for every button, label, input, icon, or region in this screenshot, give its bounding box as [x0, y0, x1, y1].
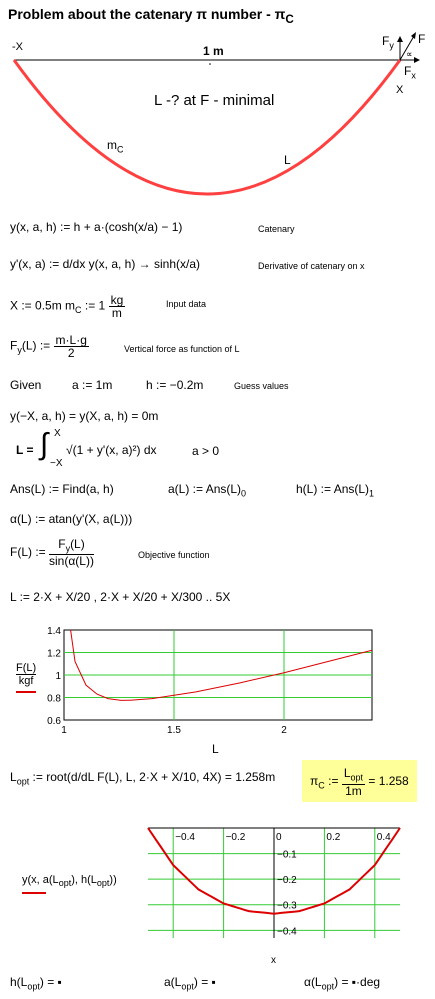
plot2-ylabel-mid: ), h(L: [71, 874, 97, 886]
eq-constraint: y(−X, a, h) = y(X, a, h) = 0m: [10, 409, 159, 423]
plot1-ylabel-underline: [16, 691, 36, 693]
plot2-ytick: −0.3: [277, 900, 297, 912]
f-num-arg: (L): [70, 537, 85, 551]
eq-alpha: α(L) := atan(y'(X, a(L))): [10, 512, 133, 526]
eq-h-of-L: [296, 482, 374, 498]
eq-a-guess: a := 1m: [72, 378, 113, 392]
pic-sub: C: [318, 780, 325, 791]
f-lhs: F(L) :=: [10, 544, 46, 559]
plot2-ylabel: [22, 874, 117, 888]
pic-value: = 1.258: [368, 774, 409, 788]
plot1-ytick: 1.4: [47, 626, 61, 637]
plot1-xtick: 1: [61, 725, 67, 736]
mc-sub: C: [117, 144, 124, 155]
a-of-L-text: a(L) := Ans(L): [168, 482, 242, 496]
plot2-xlabel: x: [271, 955, 276, 966]
plot1-ytick: 0.6: [47, 716, 61, 727]
f-num-text: F: [58, 537, 66, 551]
plot2-xtick: −0.2: [225, 832, 246, 843]
pic-frac: [342, 767, 365, 796]
result-alpha-text: α(L: [304, 975, 322, 989]
pic-num-text: L: [343, 766, 351, 781]
pic-num-sub: opt: [350, 772, 364, 783]
plot2-ylabel-underline: [22, 892, 46, 894]
integral-upper: X: [54, 428, 61, 439]
fy-num: m·L·g: [55, 333, 87, 347]
note-derivative: Derivative of catenary on x: [258, 261, 365, 271]
note-objective: Objective function: [138, 550, 210, 560]
label-f: F: [418, 32, 426, 46]
plot2-ytick: −0.2: [277, 875, 297, 887]
eq-objective: [10, 538, 94, 567]
result-a-sub: opt: [181, 981, 194, 992]
integral-lower: −X: [50, 458, 63, 469]
result-h-sub: opt: [27, 981, 40, 992]
eq-range: L := 2·X + X/20 , 2·X + X/20 + X/300 .. 5X: [10, 590, 231, 604]
result-h: [10, 975, 62, 991]
plot1-ylabel-den: kgf: [18, 675, 34, 687]
input-unit: [109, 294, 126, 319]
plot2-ytick: −0.1: [277, 849, 297, 861]
plot1-xlabel: L: [212, 742, 219, 756]
fy-den: 2: [67, 346, 75, 360]
plot1-ytick: 1: [55, 671, 61, 682]
integral-sign: ∫: [40, 428, 49, 461]
length-lhs: L =: [16, 443, 34, 457]
fx-text: F: [404, 64, 412, 78]
fy-lhs-sub: y: [17, 345, 22, 356]
eq-ans: Ans(L) := Find(a, h): [10, 482, 114, 496]
label-L: L: [284, 153, 291, 167]
plot1-xtick: 2: [281, 725, 287, 736]
note-catenary: Catenary: [258, 224, 295, 234]
plot2-xtick: −0.4: [175, 832, 195, 843]
label-fx: [404, 64, 416, 80]
lopt-rhs: := root(d/dL F(L), L, 2·X + X/10, 4X) = 1.258m: [32, 770, 276, 784]
input-unit-den: m: [111, 306, 122, 320]
result-alpha: [304, 975, 380, 991]
fy-sub: y: [389, 40, 394, 51]
plot2-xtick: 0.2: [326, 832, 341, 843]
plot2-ylabel-end: )): [109, 874, 117, 886]
note-guess: Guess values: [234, 381, 289, 391]
plot2-ylabel-sub2: opt: [96, 878, 110, 889]
eq-fy: [10, 334, 89, 359]
fx-arrow-head: [414, 57, 420, 63]
plot2: [130, 822, 410, 952]
fy-text: F: [382, 34, 390, 48]
pic-symbol: π: [310, 774, 319, 788]
label-fy: [382, 34, 394, 50]
plot1-ytick: 0.8: [47, 693, 61, 705]
input-mc-sub: C: [75, 305, 82, 316]
integrand: √(1 + y'(x, a)²) dx: [66, 443, 157, 457]
f-frac: [49, 538, 94, 567]
h-of-L-sub: 1: [369, 488, 375, 499]
eq-h-guess: h := −0.2m: [146, 378, 204, 392]
midpoint-dot: [209, 63, 211, 65]
result-alpha-tail: ) = ▪·deg: [334, 975, 381, 989]
label-mc: [107, 138, 124, 154]
catenary-curve: [14, 60, 400, 194]
eq-catenary: y(x, a, h) := h + a·(cosh(x/a) − 1): [10, 220, 183, 234]
label-x-neg: -X: [12, 41, 23, 53]
input-text: X := 0.5m m: [10, 298, 76, 313]
pi-c-result: [302, 760, 417, 802]
fy-frac: [54, 334, 89, 359]
label-alpha: ∝: [406, 49, 413, 59]
result-a-tail: ) = ▪: [193, 975, 216, 989]
label-span: 1 m: [203, 44, 224, 58]
eq-a-of-L: [168, 482, 246, 498]
pic-den: 1m: [345, 783, 362, 798]
plot2-ylabel-text: y(x, a(L: [22, 874, 59, 886]
result-h-text: h(L: [10, 975, 28, 989]
title-sub: C: [285, 12, 294, 26]
mc-text: m: [107, 138, 117, 152]
f-den: sin(α(L)): [49, 554, 94, 569]
plot1: [40, 622, 390, 742]
eq-input: [10, 294, 125, 319]
plot2-xtick: 0: [276, 832, 282, 843]
fy-lhs: F: [10, 338, 18, 353]
plot1-series-line: [71, 630, 372, 700]
pic-assign: :=: [328, 774, 339, 788]
plot1-ylabel-num: F(L): [16, 662, 37, 674]
plot2-ylabel-sub1: opt: [58, 878, 72, 889]
eq-given: Given: [10, 378, 42, 392]
f-arrow-head: [411, 32, 416, 39]
plot1-xtick: 1.5: [167, 725, 181, 736]
h-of-L-text: h(L) := Ans(L): [296, 482, 370, 496]
plot1-ytick: 1.2: [47, 648, 61, 660]
input-unit-num: kg: [110, 293, 124, 307]
fx-sub: x: [411, 70, 416, 81]
result-a: [164, 975, 216, 991]
pic-num: [342, 767, 365, 784]
lopt-lhs: L: [10, 770, 17, 784]
page-title: [8, 6, 294, 26]
label-question: L -? at F - minimal: [154, 92, 275, 109]
plot2-xtick: 0.4: [376, 832, 391, 843]
label-x-pos: X: [396, 84, 404, 96]
title-text: Problem about the catenary π number - π: [8, 6, 286, 22]
plot2-ytick: −0.4: [277, 926, 297, 938]
result-a-text: a(L: [164, 975, 182, 989]
f-num: [49, 538, 94, 555]
input-mc-val: := 1: [84, 298, 106, 313]
eq-lopt: [10, 770, 275, 786]
plot1-ylabel: [16, 662, 36, 687]
note-input: Input data: [166, 299, 207, 309]
fy-arrow-head: [397, 36, 403, 42]
note-fy: Vertical force as function of L: [124, 344, 240, 354]
f-num-sub: y: [65, 543, 71, 554]
result-alpha-sub: opt: [321, 981, 335, 992]
result-h-tail: ) = ▪: [39, 975, 62, 989]
a-of-L-sub: 0: [241, 488, 247, 499]
eq-a-positive: a > 0: [192, 444, 220, 458]
eq-derivative: y'(x, a) := d/dx y(x, a, h) → sinh(x/a): [10, 257, 201, 271]
fy-arg: (L) :=: [21, 338, 51, 353]
lopt-sub: opt: [16, 776, 30, 787]
